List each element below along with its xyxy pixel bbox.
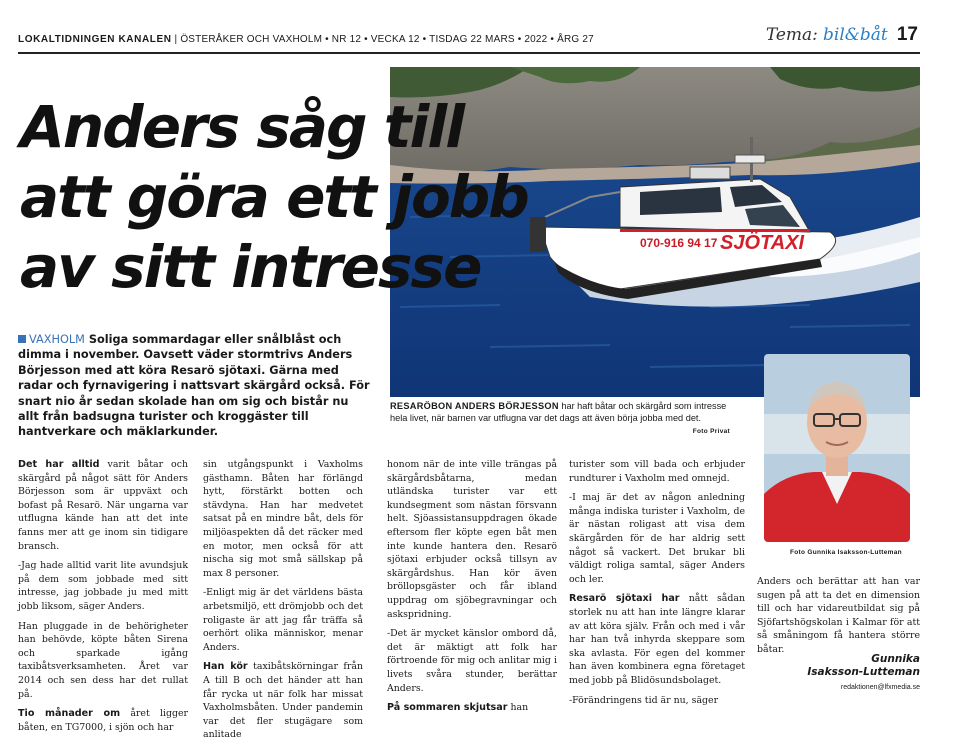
col2-paragraph-3: taxibåtskörningar från A till B och det händer att han får rycka ut när folk har missat Vaxholmsbåten. Under pandemin var det fler stugägare som anlitade — [203, 661, 363, 741]
byline-last: Isaksson-Lutteman — [807, 666, 920, 678]
col1-lead-1: Det har alltid — [18, 459, 100, 470]
dateline-text: VAXHOLM — [29, 333, 85, 346]
col1-paragraph-2: -Jag hade alltid varit lite avundsjuk på dem som jobbade med sitt intresse, jag jobbade ju med mitt jobb liksom, säger Anders. — [18, 560, 188, 612]
col4-paragraph-4: -Förändringens tid är nu, säger — [569, 694, 719, 706]
section-tag — [766, 24, 918, 46]
body-column-3 — [387, 458, 557, 721]
body-column-2 — [203, 458, 363, 748]
headline-line-1: Anders såg till — [20, 93, 464, 161]
col1-paragraph-3: Han pluggade in de behörigheter han behövde, köpte båten Sirena och sparkade igång taxibåtsverksamheten. Året var 2014 och sen dess har det rullat på. — [18, 620, 188, 700]
masthead-line — [18, 34, 594, 45]
headline-line-3: av sitt intresse — [20, 233, 481, 301]
publication-name: LOKALTIDNINGEN KANALEN — [18, 34, 172, 45]
portrait-photo — [764, 354, 910, 542]
col3-paragraph-3: han — [510, 702, 529, 714]
headline — [20, 92, 540, 302]
col2-paragraph-1: sin utgångspunkt i Vaxholms gästhamn. Båten har förlängd hytt, förstärkt botten och stävdyna. Han har medvetet satsat på en mindre båt, dels för miljöaspekten då det räcker med en motor, men också för att nischa sig mot små sällskap på max 8 personer. — [203, 459, 363, 579]
boat-name: SJÖTAXI — [720, 232, 805, 254]
col1-paragraph-1: varit båtar och skärgård på något sätt för Anders Börjesson som är uppväxt och bofast på Resarö. När ungarna var utflugna kände han att det inte fanns mer att ge inom sin tidigare bransch. — [18, 459, 188, 552]
tema-part1: bil — [823, 25, 845, 45]
col4-paragraph-3: nått sådan storlek nu att han inte längre klarar av att köra själv. Från och med i vår har han två inhyrda skeppare som ska avlasta. För egen del kommer han även kombinera egna företaget med jobb på Blidösundsbolaget. — [569, 593, 746, 686]
tema-amp: & — [844, 25, 860, 45]
col3-lead-3: På sommaren skjutsar — [387, 702, 508, 714]
body-column-1 — [18, 458, 188, 740]
caption-lead: RESARÖBON ANDERS BÖRJESSON — [390, 401, 559, 411]
col4-lead-3: Resarö sjötaxi har — [569, 593, 680, 605]
body-column-4 — [569, 458, 745, 713]
tema-label: Tema: — [765, 25, 818, 45]
col4-paragraph-1: turister som vill bada och erbjuder rundturer i Vaxholm med omnejd. — [569, 459, 745, 484]
header-rule — [18, 52, 920, 54]
photo-caption — [390, 400, 730, 438]
byline-first: Gunnika — [871, 653, 920, 665]
lede-text: Soliga sommardagar eller snålblåst och dimma i november. Oavsett väder stormtrivs Anders Börjesson med att köra Resarö sjötaxi. Gärna med radar och fyrnavigering i nattsvart skärgård också. För snart nio år sedan skolade han om sig och bistår nu allt från badsugna turister och kroggäster till hantverkare och mäklarkunder. — [18, 333, 370, 439]
col5-paragraph-1: Anders och berättar att han var sugen på att ta det en dimension till och har vidareutbildat sig på Sjöfartshögskolan i Kalmar för att så småningom få hantera större båtar. — [757, 576, 920, 655]
col2-paragraph-2: -Enligt mig är det världens bästa arbetsmiljö, ett drömjobb och det roligaste är att jag får träffa så oerhört olika människor, menar Anders. — [203, 587, 363, 653]
byline — [757, 653, 920, 679]
lede — [18, 332, 370, 440]
col1-paragraph-4: året ligger båten, en TG7000, i sjön och har — [18, 708, 188, 733]
headline-line-2: att göra ett jobb — [20, 163, 528, 231]
portrait-credit: Foto Gunnika Isaksson-Lutteman — [790, 549, 902, 556]
col3-paragraph-1: honom när de inte ville trängas på skärgårdsbåtarna, medan utländska turister var ett kundsegment som nästan försvann helt. Sjöassistansuppdragen ökade eftersom fler köpte egen båt men inte kunde hantera den. Resarö sjötaxi erbjuder också tillsyn av skärgårdshus. Han kör även bröllopsgäster och får ibland uppdrag om sjöbegravningar och askspridning. — [387, 459, 557, 620]
photo-credit: Foto Privat — [692, 428, 730, 435]
col2-lead-3: Han kör — [203, 661, 248, 673]
page-number: 17 — [896, 24, 918, 45]
col3-paragraph-2: -Det är mycket känslor ombord då, det är mäktigt att folk har förtroende för mig och anlitar mig i livets svåra stunder, berättar Anders. — [387, 628, 557, 694]
col1-lead-4: Tio månader om — [18, 708, 121, 720]
caption-text: har haft båtar och skärgård som intresse hela livet, när barnen var utflugna var det dags att även börja jobba med det. — [390, 401, 727, 423]
boat-phone: 070-916 94 17 — [640, 236, 718, 250]
issue-info: • NR 12 • VECKA 12 • TISDAG 22 MARS • 2022 • ÅRG 27 — [325, 34, 594, 45]
contact-email[interactable]: redaktionen@lfxmedia.se — [840, 684, 920, 691]
dateline — [18, 333, 85, 346]
publication-area: | ÖSTERÅKER OCH VAXHOLM — [174, 34, 323, 45]
col4-paragraph-2: -I maj är det av någon anledning många indiska turister i Vaxholm, de är nästan roligast att visa dem skärgården för de har aldrig sett något så vackert. Det brukar bli väldigt roliga samtal, säger Anders och ler. — [569, 492, 745, 585]
tema-part2: båt — [859, 25, 888, 45]
dateline-square-icon — [18, 335, 26, 343]
body-column-5 — [757, 575, 920, 663]
